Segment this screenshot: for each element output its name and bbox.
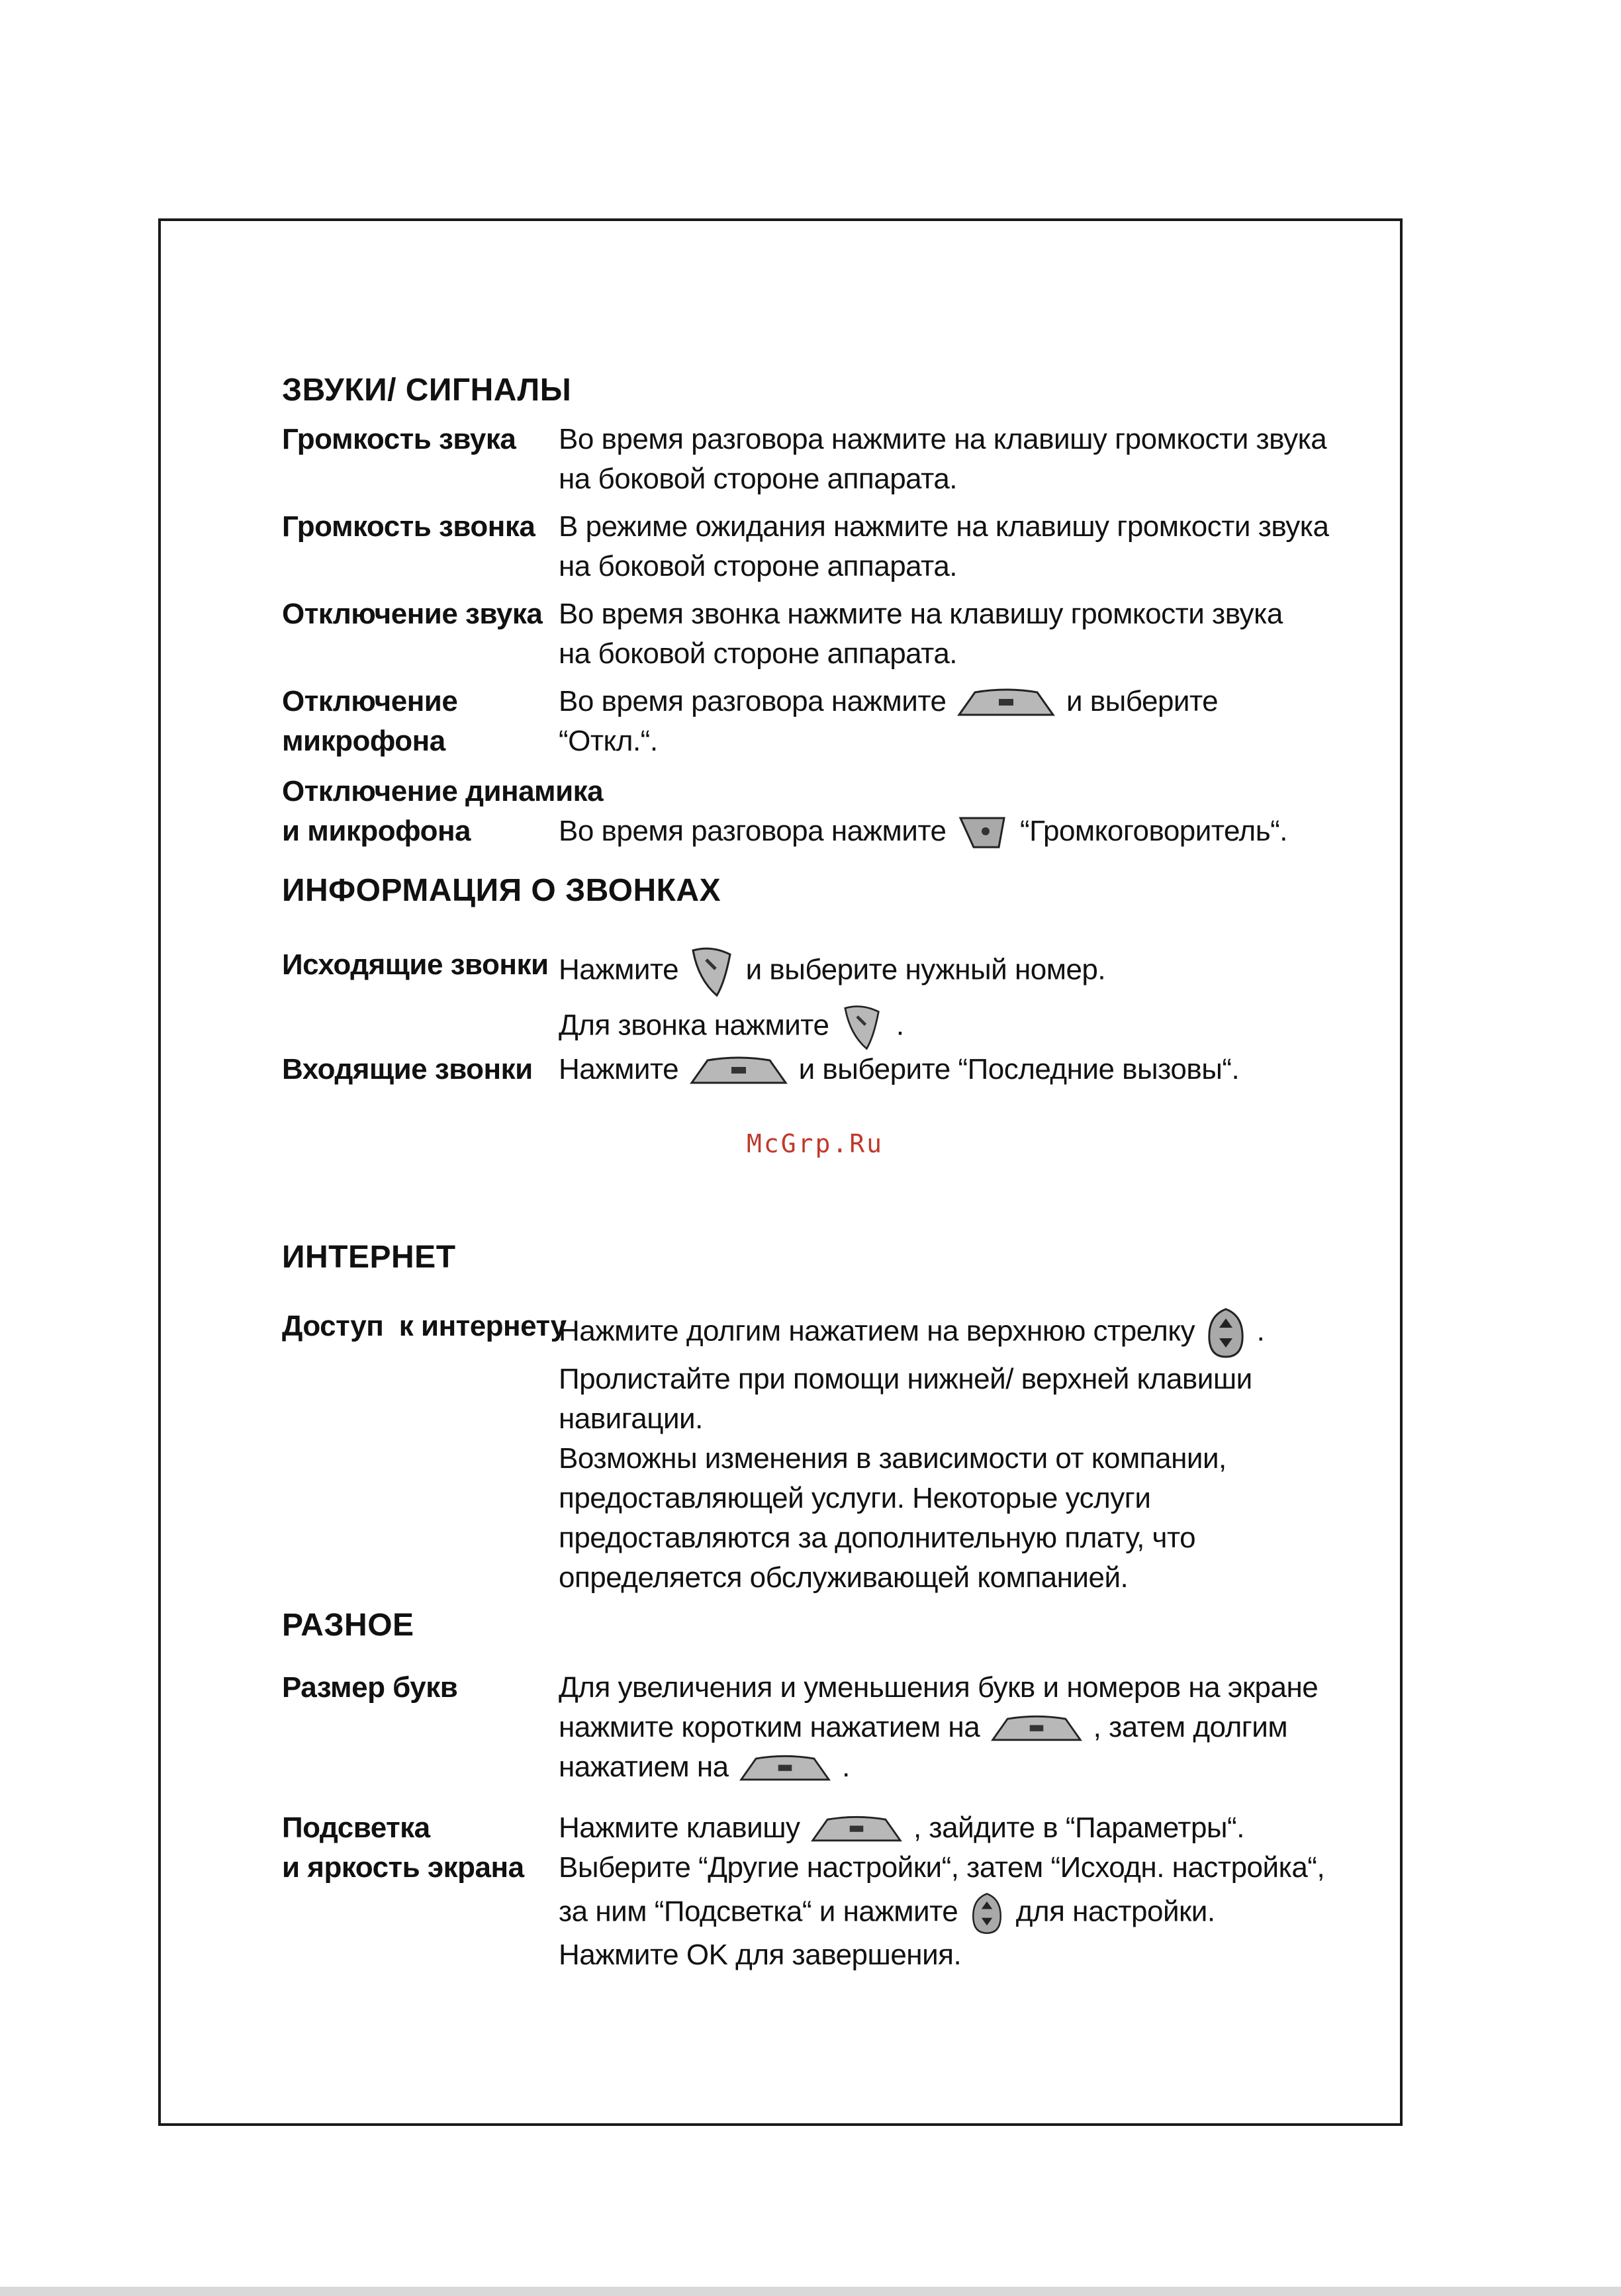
label-mute-speaker: Отключение динамика и микрофона <box>282 775 604 847</box>
desc-backlight: Нажмите клавишу , зайдите в “Параметры“. Выберите “Другие настройки“, затем “Исходн. настройка“, за ним “Подсветка“ и нажмите для настройки. Нажмите OK для завершения. <box>559 1812 1325 1971</box>
nav-key-icon <box>1205 1307 1246 1359</box>
label-incoming-calls: Входящие звонки <box>282 1053 533 1085</box>
menu-key-icon <box>990 1715 1083 1743</box>
desc-mute-mic: Во время разговора нажмите и выберите “Откл.“. <box>559 685 1219 757</box>
watermark: McGrp.Ru <box>747 1129 884 1158</box>
section-title-misc: РАЗНОЕ <box>282 1608 414 1643</box>
label-internet-access: Доступ к интернету <box>282 1310 567 1342</box>
soft-key-icon <box>956 813 1009 852</box>
desc-font-size: Для увеличения и уменьшения букв и номеров на экране нажмите коротким нажатием на , затем долгим нажатием на . <box>559 1671 1319 1783</box>
desc-incoming-calls: Нажмите и выберите “Последние вызовы“. <box>559 1053 1240 1085</box>
label-mute-mic: Отключение микрофона <box>282 685 458 757</box>
menu-key-icon <box>689 1056 788 1085</box>
section-title-sounds: ЗВУКИ/ СИГНАЛЫ <box>282 373 572 408</box>
label-outgoing-calls: Исходящие звонки <box>282 948 549 981</box>
menu-key-icon <box>956 688 1056 717</box>
label-backlight: Подсветка и яркость экрана <box>282 1812 524 1884</box>
call-key-icon <box>689 945 735 998</box>
bottom-edge <box>0 2287 1621 2296</box>
label-mute-ring: Отключение звука <box>282 598 543 630</box>
menu-key-icon <box>739 1755 831 1782</box>
nav-key-icon <box>968 1892 1005 1935</box>
section-title-internet: ИНТЕРНЕТ <box>282 1240 456 1275</box>
desc-mute-speaker: Во время разговора нажмите “Громкоговоритель“. <box>559 811 1320 852</box>
menu-key-icon <box>810 1815 903 1843</box>
desc-call-volume: Во время разговора нажмите на клавишу громкости звука на боковой стороне аппарата. <box>559 423 1327 495</box>
label-call-volume: Громкость звука <box>282 423 516 455</box>
call-key-icon <box>839 1003 886 1051</box>
desc-mute-ring: Во время звонка нажмите на клавишу громкости звука на боковой стороне аппарата. <box>559 598 1283 670</box>
desc-outgoing-calls: Нажмите и выберите нужный номер. Для звонка нажмите . <box>559 945 1320 1051</box>
label-ring-volume: Громкость звонка <box>282 510 535 543</box>
desc-ring-volume: В режиме ожидания нажмите на клавишу громкости звука на боковой стороне аппарата. <box>559 510 1329 582</box>
desc-internet-access: Нажмите долгим нажатием на верхнюю стрелку . Пролистайте при помощи нижней/ верхней клавиши навигации. Возможны изменения в зависимости от компании, предоставляющей услуги. Некоторые услуги предоставляются за дополнительную плату, что определяется обслуживающей компанией. <box>559 1307 1320 1598</box>
label-font-size: Размер букв <box>282 1671 458 1704</box>
section-title-calls: ИНФОРМАЦИЯ О ЗВОНКАХ <box>282 873 721 908</box>
